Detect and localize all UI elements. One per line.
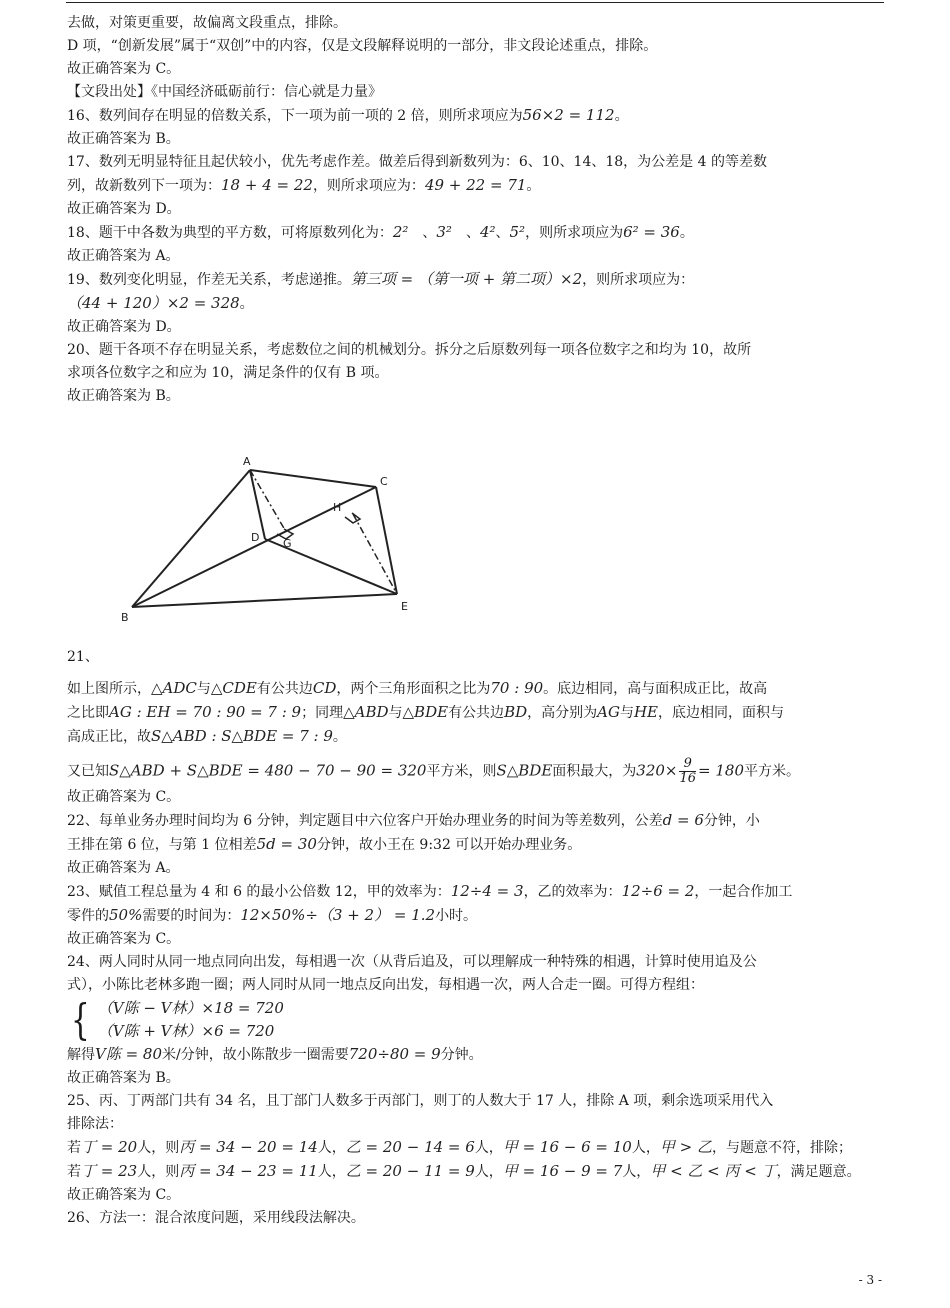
- header-rule: [66, 2, 884, 3]
- text-line: D 项，“创新发展”属于“双创”中的内容，仅是文段解释说明的一部分，非文段论述重点，排除。: [67, 38, 658, 54]
- question-21: 21、 如上图所示，△ADC与△CDE有公共边CD，两个三角形面积之比为70 : 90。底边相同，高与面积成正比，故高 之比即AG : EH = 70 : 90 = 7 : 9；同理△ABD与△BDE有公共边BD，高分别为AG与HE，底边相同，面积与 高成正比，故S△ABD : S△BDE = 7 : 9。 又已知S△ABD + S△BDE = 480 − 70 − 90 = 320平方米，则S△BDE面积最大，为320× $\frac{9}{16}$ = 180平方米。 故正确答案为 C。: [67, 646, 885, 809]
- answer-line: 故正确答案为 D。: [67, 319, 181, 335]
- left-brace: {: [71, 995, 90, 1044]
- source-line: 【文段出处】《中国经济砥砺前行：信心就是力量》: [67, 84, 382, 100]
- label-B: B: [121, 611, 129, 624]
- document-body: [67, 12, 885, 1230]
- answer-line: 故正确答案为 B。: [67, 131, 180, 147]
- question-24: 24、两人同时从同一地点同向出发，每相遇一次（从背后追及，可以理解成一种特殊的相遇，计算时使用追及公 式），小陈比老林多跑一圈；两人同时从同一地点反向出发，每相遇一次，两人合走一圈。可得方程组： { （V陈 − V林）×18 = 720 （V陈 + V林）×6 = 720 解得V陈 = 80米/分钟，故小陈散步一圈需要720÷80 = 9分钟。 故正确答案为 B。: [67, 951, 885, 1090]
- question-16: 16、数列间存在明显的倍数关系，下一项为前一项的 2 倍，则所求项应为56×2 = 112。 故正确答案为 B。: [67, 104, 885, 151]
- answer-line: 故正确答案为 C。: [67, 931, 181, 947]
- quadrilateral-diagram: [107, 424, 427, 624]
- page-number: - 3 -: [858, 1273, 882, 1287]
- answer-line: 故正确答案为 A。: [67, 248, 180, 264]
- label-H: H: [333, 501, 342, 514]
- text-line: 去做，对策更重要，故偏离文段重点，排除。: [67, 15, 347, 31]
- answer-line: 故正确答案为 D。: [67, 201, 181, 217]
- geometry-figure: [67, 424, 885, 646]
- label-C: C: [380, 475, 388, 488]
- question-17: 17、数列无明显特征且起伏较小，优先考虑作差。做差后得到新数列为：6、10、14、18，为公差是 4 的等差数 列，故新数列下一项为：18 + 4 = 22，则所求项应为：49 + 22 = 71。 故正确答案为 D。: [67, 151, 885, 221]
- question-25: 25、丙、丁两部门共有 34 名，且丁部门人数多于丙部门，则丁的人数大于 17 人，排除 A 项，剩余选项采用代入 排除法： 若丁 = 20人，则丙 = 34 − 20 = 14人，乙 = 20 − 14 = 6人，甲 = 16 − 6 = 10人，甲 > 乙，与题意不符，排除； 若丁 = 23人，则丙 = 34 − 23 = 11人，乙 = 20 − 11 = 9人，甲 = 16 − 9 = 7人，甲 < 乙 < 丙 < 丁，满足题意。 故正确答案为 C。: [67, 1090, 885, 1207]
- label-E: E: [401, 600, 408, 613]
- answer-line: 故正确答案为 C。: [67, 789, 181, 805]
- equation-system: { （V陈 − V林）×18 = 720 （V陈 + V林）×6 = 720: [71, 995, 284, 1044]
- answer-line: 故正确答案为 C。: [67, 1187, 181, 1203]
- question-19: 19、数列变化明显，作差无关系，考虑递推。第三项 = （第一项 + 第二项）×2，则所求项应为： （44 + 120）×2 = 328。 故正确答案为 D。: [67, 268, 885, 339]
- answer-line: 故正确答案为 B。: [67, 1070, 180, 1086]
- question-18: 18、题干中各数为典型的平方数，可将原数列化为：2² 、3² 、4²、5²，则所求项应为6² = 36。 故正确答案为 A。: [67, 221, 885, 268]
- answer-line: 故正确答案为 A。: [67, 860, 180, 876]
- question-20: 20、题干各项不存在明显关系，考虑数位之间的机械划分。拆分之后原数列每一项各位数字之和均为 10，故所 求项各位数字之和应为 10，满足条件的仅有 B 项。 故正确答案为 B。: [67, 339, 885, 408]
- question-23: 23、赋值工程总量为 4 和 6 的最小公倍数 12，甲的效率为：12÷4 = 3，乙的效率为：12÷6 = 2，一起合作加工 零件的50%需要的时间为：12×50%÷（3 + 2） = 1.2小时。 故正确答案为 C。: [67, 880, 885, 951]
- fraction: $\frac{9}{16}$: [679, 756, 697, 786]
- answer-line: 故正确答案为 B。: [67, 388, 180, 404]
- label-D: D: [251, 531, 260, 544]
- answer-line: 故正确答案为 C。: [67, 61, 181, 77]
- question-22: 22、每单业务办理时间均为 6 分钟，判定题目中六位客户开始办理业务的时间为等差数列，公差d = 6分钟，小 王排在第 6 位，与第 1 位相差5d = 30分钟，故小王在 9:32 可以开始办理业务。 故正确答案为 A。: [67, 809, 885, 880]
- label-A: A: [243, 455, 251, 468]
- label-G: G: [283, 537, 292, 550]
- question-26: 26、方法一：混合浓度问题，采用线段法解决。: [67, 1210, 365, 1226]
